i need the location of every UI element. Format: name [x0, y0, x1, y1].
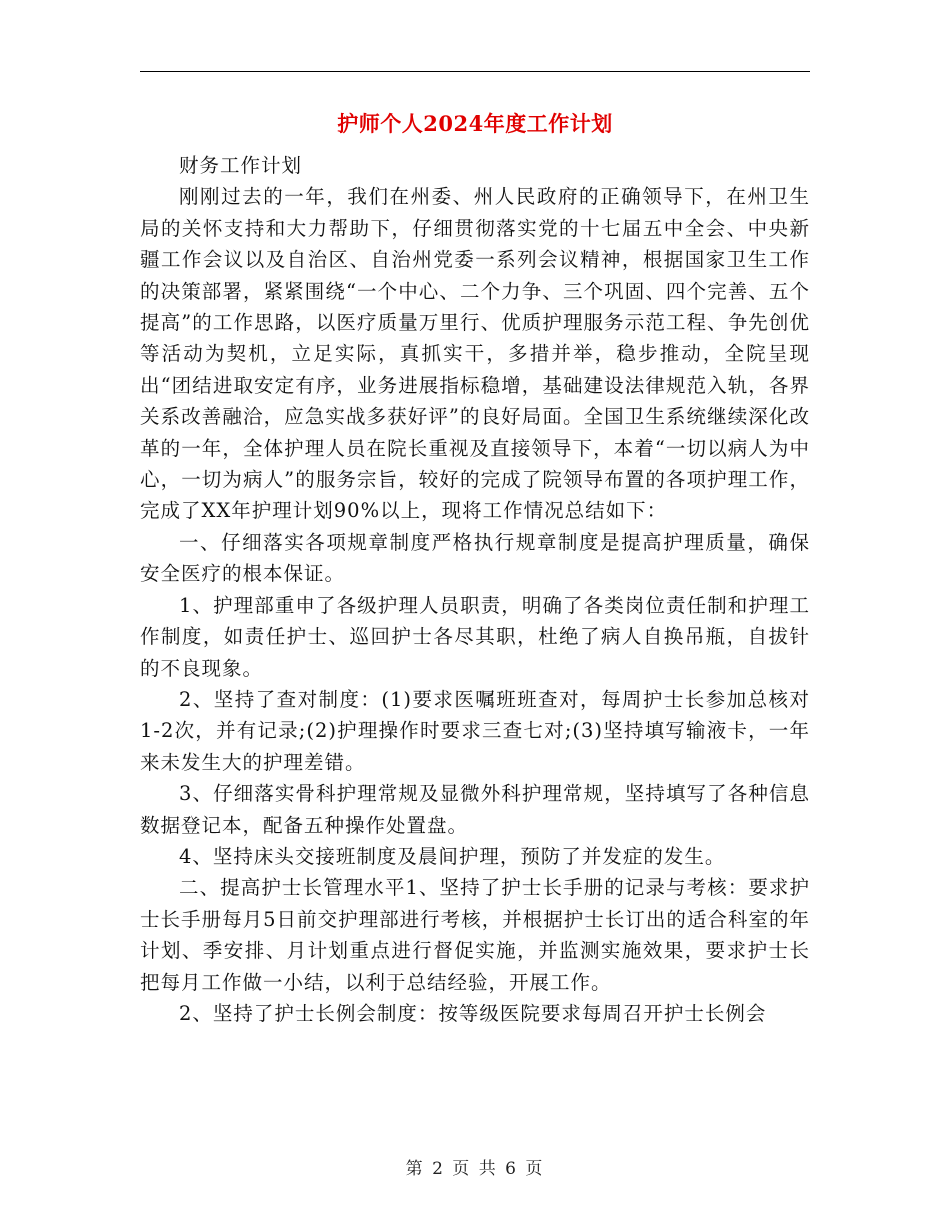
header-rule [140, 71, 810, 72]
paragraph-section-1: 一、仔细落实各项规章制度严格执行规章制度是提高护理质量，确保安全医疗的根本保证。 [140, 530, 810, 586]
paragraph-subtitle: 财务工作计划 [179, 154, 303, 177]
paragraph-item-3: 3、仔细落实骨科护理常规及显微外科护理常规，坚持填写了各种信息数据登记本，配备五种操作处置盘。 [140, 782, 810, 837]
paragraph-item-2: 2、坚持了查对制度：(1)要求医嘱班班查对，每周护士长参加总核对1-2次，并有记录;(2)护理操作时要求三查七对;(3)坚持填写输液卡，一年来未发生大的护理差错。 [140, 687, 810, 774]
document-body [140, 150, 810, 1029]
paragraph-section-2: 二、提高护士长管理水平1、坚持了护士长手册的记录与考核：要求护士长手册每月5日前交护理部进行考核，并根据护士长订出的适合科室的年计划、季安排、月计划重点进行督促实施，并监测实施效果，要求护士长把每月工作做一小结，以利于总结经验，开展工作。 [140, 876, 810, 994]
document-title: 护师个人2024年度工作计划 [337, 111, 613, 136]
page-number-label: 第 2 页 共 6 页 [405, 1159, 545, 1179]
paragraph-item-1: 1、护理部重申了各级护理人员职责，明确了各类岗位责任制和护理工作制度，如责任护士、巡回护士各尽其职，杜绝了病人自换吊瓶，自拔针的不良现象。 [140, 593, 810, 680]
page-footer [140, 1154, 810, 1179]
paragraph-item-4: 4、坚持床头交接班制度及晨间护理，预防了并发症的发生。 [179, 844, 726, 868]
paragraph-intro: 刚刚过去的一年，我们在州委、州人民政府的正确领导下，在州卫生局的关怀支持和大力帮助下，仔细贯彻落实党的十七届五中全会、中央新疆工作会议以及自治区、自治州党委一系列会议精神，根据国家卫生工作的决策部署，紧紧围绕“一个中心、二个力争、三个巩固、四个完善、五个提高”的工作思路，以医疗质量万里行、优质护理服务示范工程、争先创优等活动为契机，立足实际，真抓实干，多措并举，稳步推动，全院呈现出“团结进取安定有序，业务进展指标稳增，基础建设法律规范入轨，各界关系改善融洽，应急实战多获好评”的良好局面。全国卫生系统继续深化改革的一年，全体护理人员在院长重视及直接领导下，本着“一切以病人为中心，一切为病人”的服务宗旨，较好的完成了院领导布置的各项护理工作，完成了XX年护理计划90%以上，现将工作情况总结如下： [140, 185, 810, 523]
paragraph-section-2-item-2: 2、坚持了护士长例会制度：按等级医院要求每周召开护士长例会 [179, 1001, 767, 1025]
